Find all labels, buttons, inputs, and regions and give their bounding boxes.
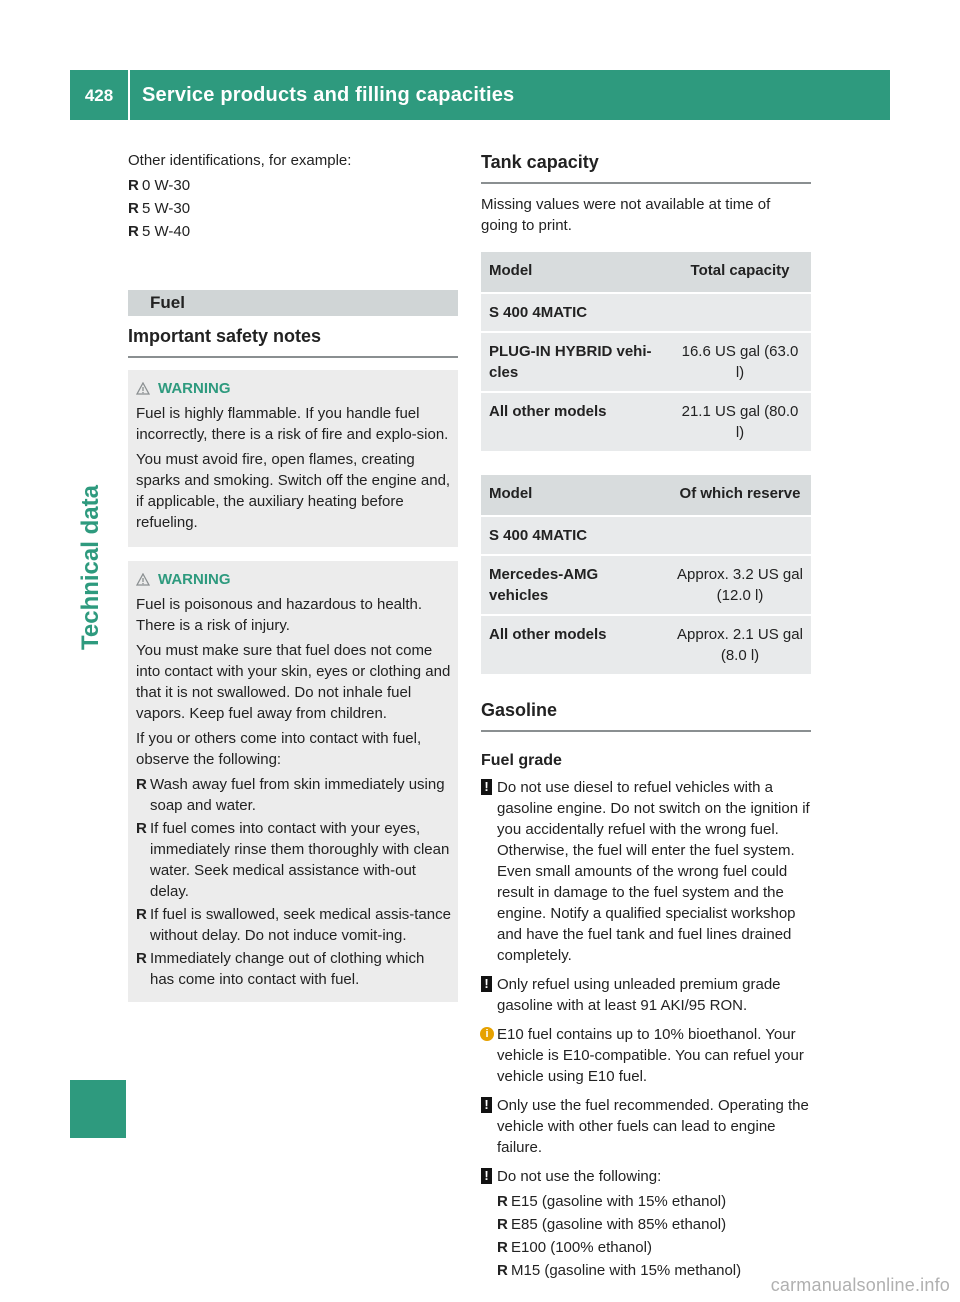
warning-text: You must make sure that fuel does not come into contact with your skin, eyes or clothing and that it is not swallowed. Do not inhale fuel vapors. Keep fuel away from children.: [136, 642, 451, 722]
warning-text: Fuel is highly flammable. If you handle fuel incorrectly, there is a risk of fire and explo-sion.: [136, 405, 449, 443]
tank-capacity-heading: Tank capacity: [481, 150, 811, 184]
fuel-grade-heading: Fuel grade: [481, 752, 562, 769]
list-item: R 0 W-30: [128, 177, 191, 194]
info-icon: i: [480, 1027, 494, 1041]
left-column: [128, 150, 458, 1002]
warning-triangle-icon: [136, 573, 150, 586]
safety-heading: Important safety notes: [128, 324, 458, 358]
notice-item: ! Only use the fuel recommended. Operating the vehicle with other fuels can lead to engine failure.: [481, 1095, 811, 1158]
notice-item: ! Do not use diesel to refuel vehicles with a gasoline engine. Do not switch on the ignition if you accidentally refuel with the wrong fuel. Otherwise, the fuel will enter the fuel system. Even small amounts of the wrong fuel could result in damage to the fuel system and the engine. Notify a qualified specialist workshop and have the fuel tank and fuel lines drained completely.: [481, 777, 811, 966]
info-item: i E10 fuel contains up to 10% bioethanol. Your vehicle is E10-compatible. You can refuel your vehicle using E10 fuel.: [481, 1024, 811, 1087]
side-tab-block: [70, 1080, 126, 1138]
reserve-capacity-table: [481, 473, 811, 676]
warning-triangle-icon: [136, 382, 150, 395]
other-ident-list: [128, 175, 458, 242]
other-ident-intro: Other identifications, for example:: [128, 152, 352, 169]
warning-box-poisonous: [128, 561, 458, 1002]
warning-steps-list: [136, 774, 452, 990]
page-header: [70, 70, 890, 120]
notice-item: ! Do not use the following:: [481, 1166, 811, 1187]
table-row: All other models 21.1 US gal (80.0 l): [481, 393, 811, 451]
list-item: R Wash away fuel from skin immediately using soap and water.: [136, 776, 445, 814]
warning-title: WARNING: [136, 378, 452, 399]
exclamation-icon: !: [481, 1168, 492, 1184]
table-header-row: [481, 252, 811, 292]
list-item: R E15 (gasoline with 15% ethanol): [497, 1193, 727, 1210]
gasoline-heading: Gasoline: [481, 698, 811, 732]
warning-title: WARNING: [136, 569, 452, 590]
exclamation-icon: !: [481, 779, 492, 795]
column-header: Of which reserve: [669, 475, 811, 515]
fuel-heading: Fuel: [128, 290, 458, 316]
warning-box-flammable: [128, 370, 458, 547]
side-tab-label: Technical data: [77, 485, 104, 650]
list-item: R If fuel is swallowed, seek medical assis-tance without delay. Do not induce vomit-ing.: [136, 906, 451, 944]
warning-text: You must avoid fire, open flames, creating sparks and smoking. Switch off the engine and, if applicable, the auxiliary heating before refueling.: [136, 451, 451, 531]
page-number: 428: [84, 85, 114, 105]
list-item: R E100 (100% ethanol): [497, 1239, 652, 1256]
list-item: R E85 (gasoline with 85% ethanol): [497, 1216, 727, 1233]
column-header: Model: [481, 475, 669, 515]
side-tab: [70, 130, 126, 1138]
table-row: S 400 4MATIC: [481, 294, 811, 331]
do-not-use-list: [497, 1191, 811, 1281]
table-row: All other models Approx. 2.1 US gal (8.0 l): [481, 616, 811, 674]
list-item: R 5 W-40: [128, 223, 191, 240]
table-row: Mercedes-AMG vehicles Approx. 3.2 US gal (12.0 l): [481, 556, 811, 614]
table-header-row: [481, 475, 811, 515]
missing-values-note: Missing values were not available at time of going to print.: [481, 196, 771, 234]
page-title: Service products and filling capacities: [142, 83, 515, 106]
table-row: PLUG-IN HYBRID vehi-cles 16.6 US gal (63.0 l): [481, 333, 811, 391]
right-column: [481, 150, 811, 1287]
notice-item: ! Only refuel using unleaded premium grade gasoline with at least 91 AKI/95 RON.: [481, 974, 811, 1016]
watermark: carmanualsonline.info: [770, 1275, 950, 1295]
list-item: R If fuel comes into contact with your eyes, immediately rinse them thoroughly with clean water. Seek medical assistance with-out delay.: [136, 820, 450, 900]
column-header: Model: [481, 252, 669, 292]
table-row: S 400 4MATIC: [481, 517, 811, 554]
list-item: R M15 (gasoline with 15% methanol): [497, 1262, 742, 1279]
total-capacity-table: [481, 250, 811, 453]
exclamation-icon: !: [481, 976, 492, 992]
list-item: R Immediately change out of clothing which has come into contact with fuel.: [136, 950, 425, 988]
warning-text: If you or others come into contact with fuel, observe the following:: [136, 730, 422, 768]
exclamation-icon: !: [481, 1097, 492, 1113]
warning-text: Fuel is poisonous and hazardous to health. There is a risk of injury.: [136, 596, 423, 634]
list-item: R 5 W-30: [128, 200, 191, 217]
column-header: Total capacity: [669, 252, 811, 292]
